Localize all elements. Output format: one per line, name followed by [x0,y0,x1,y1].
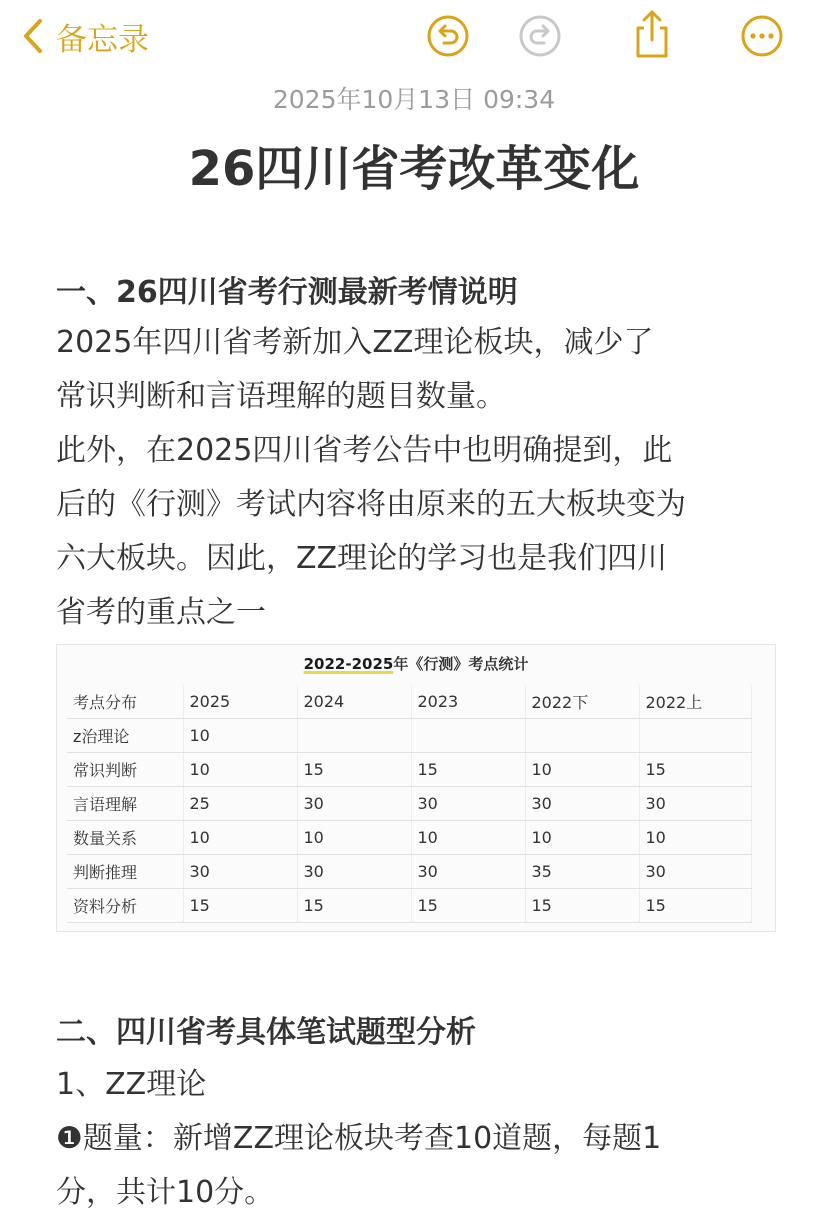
table-cell: 30 [639,787,751,821]
table-cell [525,719,639,753]
table-row [67,889,751,923]
table-cell: 资料分析 [67,889,183,923]
table-cell: 35 [525,855,639,889]
redo-icon [518,14,562,58]
note-title: 26四川省考改革变化 [188,141,640,197]
paragraph-line: 后的《行测》考试内容将由原来的五大板块变为 [56,487,686,522]
table-row [67,821,751,855]
table-cell: 30 [639,855,751,889]
table-cell: 15 [183,889,297,923]
table-row [67,787,751,821]
back-label: 备忘录 [56,21,149,58]
table-cell: z治理论 [67,719,183,753]
table-title-highlight: 2022-2025 [303,655,394,673]
paragraph-line: 六大板块。因此，ZZ理论的学习也是我们四川 [56,541,668,576]
paragraph-line: 此外，在2025四川省考公告中也明确提到，此 [56,433,673,468]
table-cell [639,719,751,753]
table-cell [297,719,411,753]
table-cell: 10 [639,821,751,855]
table-cell: 15 [297,889,411,923]
chevron-left-icon [22,17,44,55]
table-title [57,653,775,674]
table-cell: 30 [411,855,525,889]
table-cell: 30 [411,787,525,821]
back-button[interactable] [22,14,149,58]
table-row [67,719,751,753]
table-header-cell: 2024 [297,685,411,719]
undo-icon [426,14,470,58]
more-button[interactable] [740,14,784,58]
table-row [67,753,751,787]
subheading: 1、ZZ理论 [56,1067,207,1102]
note-date: 2025年10月13日 09:34 [272,85,556,114]
stats-table [67,685,752,923]
paragraph-line: 分，共计10分。 [56,1175,275,1210]
share-icon [630,8,674,60]
table-cell: 10 [183,719,297,753]
paragraph-line: ❶题量：新增ZZ理论板块考查10道题，每题1 [56,1121,662,1156]
section-1 [56,270,786,640]
redo-button[interactable] [518,14,562,58]
table-header-cell: 2025 [183,685,297,719]
table-header-cell: 2022下 [525,685,639,719]
table-header-cell: 考点分布 [67,685,183,719]
table-cell: 10 [183,821,297,855]
table-cell: 10 [183,753,297,787]
table-title-rest: 年《行测》考点统计 [393,655,529,673]
undo-button[interactable] [426,14,470,58]
table-header-row [67,685,751,719]
table-cell: 常识判断 [67,753,183,787]
table-cell: 数量关系 [67,821,183,855]
table-header-cell: 2023 [411,685,525,719]
section-1-heading: 一、26四川省考行测最新考情说明 [56,275,518,310]
table-cell: 10 [411,821,525,855]
paragraph-line: 常识判断和言语理解的题目数量。 [56,379,506,414]
table-cell: 30 [525,787,639,821]
table-cell: 30 [183,855,297,889]
section-2-heading: 二、四川省考具体笔试题型分析 [56,1015,476,1050]
table-header-cell: 2022上 [639,685,751,719]
table-cell: 10 [297,821,411,855]
table-row [67,855,751,889]
stats-table-image [56,644,776,932]
share-button[interactable] [630,8,674,60]
table-cell: 15 [525,889,639,923]
table-cell: 25 [183,787,297,821]
table-cell: 30 [297,855,411,889]
top-toolbar [0,0,828,80]
section-2 [56,1008,786,1220]
table-cell: 15 [411,889,525,923]
table-cell: 10 [525,821,639,855]
table-cell: 15 [639,889,751,923]
table-cell: 15 [639,753,751,787]
paragraph-line: 省考的重点之一 [56,595,266,630]
table-cell: 15 [411,753,525,787]
table-cell: 30 [297,787,411,821]
table-cell: 15 [297,753,411,787]
paragraph-line: 2025年四川省考新加入ZZ理论板块，减少了 [56,325,654,360]
more-icon [740,14,784,58]
table-cell: 言语理解 [67,787,183,821]
table-cell: 10 [525,753,639,787]
table-cell: 判断推理 [67,855,183,889]
table-cell [411,719,525,753]
